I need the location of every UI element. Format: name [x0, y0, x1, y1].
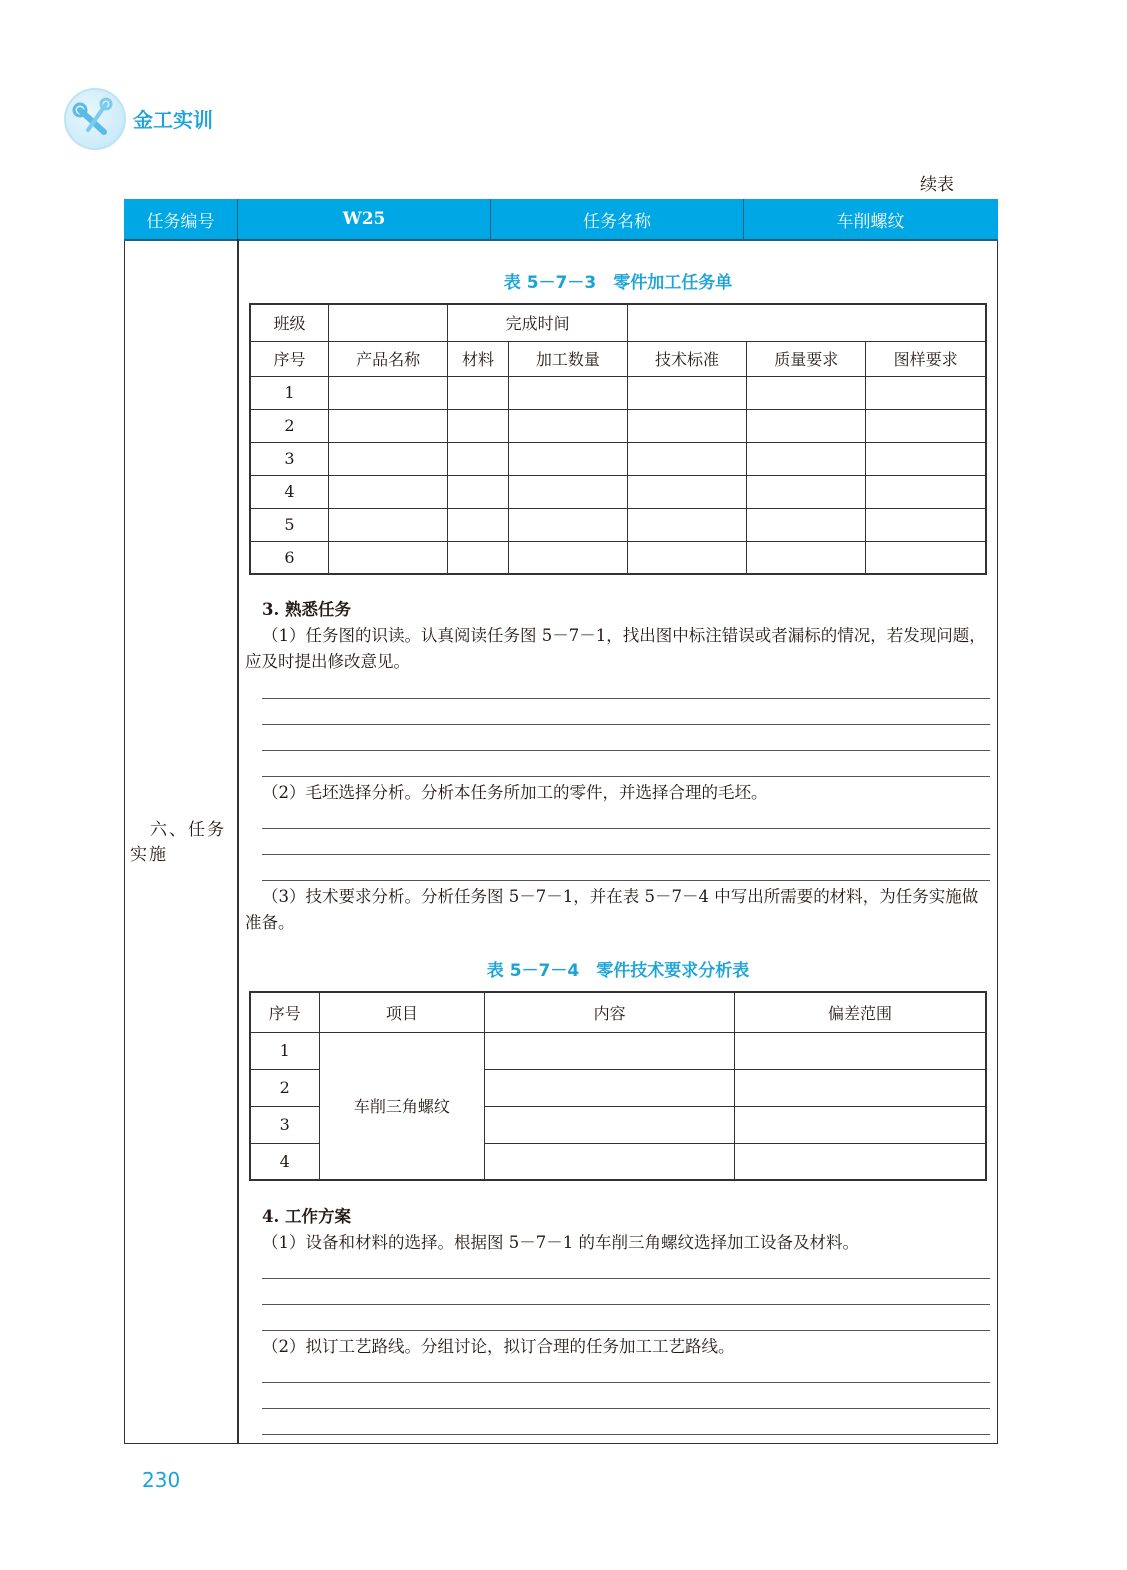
table-row [250, 409, 986, 442]
write-line[interactable] [262, 1382, 990, 1383]
input-cell[interactable] [866, 409, 986, 442]
task-name-value: 车削螺纹 [836, 211, 905, 232]
write-line[interactable] [262, 698, 990, 699]
class-label: 班级 [250, 304, 329, 341]
time-cell[interactable] [627, 304, 986, 341]
column-header: 技术标准 [627, 341, 746, 376]
column-header: 偏差范围 [735, 992, 986, 1032]
table-row [250, 442, 986, 475]
input-cell[interactable] [866, 508, 986, 541]
input-cell[interactable] [747, 409, 866, 442]
input-cell[interactable] [448, 409, 509, 442]
table-row [250, 475, 986, 508]
input-cell[interactable] [329, 409, 448, 442]
s3-paragraph-3: （3）技术要求分析。分析任务图 5－7－1，并在表 5－7－4 中写出所需要的材料，为任务实施做准备。 [245, 887, 979, 932]
column-header: 项目 [319, 992, 485, 1032]
input-cell[interactable] [866, 475, 986, 508]
book-title: 金工实训 [133, 108, 213, 132]
task-id-label: 任务编号 [124, 199, 238, 239]
input-cell[interactable] [866, 376, 986, 409]
row-number: 1 [250, 1032, 319, 1069]
input-cell[interactable] [508, 475, 627, 508]
write-line[interactable] [262, 1304, 990, 1305]
input-cell[interactable] [627, 409, 746, 442]
input-cell[interactable] [866, 442, 986, 475]
input-cell[interactable] [329, 376, 448, 409]
deviation-cell[interactable] [735, 1143, 986, 1180]
write-line[interactable] [262, 1434, 990, 1435]
task-id-value: W25 [238, 199, 491, 239]
s3-paragraph-1: （1）任务图的识读。认真阅读任务图 5－7－1，找出图中标注错误或者漏标的情况，若发现问题，应及时提出修改意见。 [245, 626, 986, 671]
column-header: 加工数量 [508, 341, 627, 376]
input-cell[interactable] [448, 541, 509, 574]
s4-paragraph-2: （2）拟订工艺路线。分组讨论，拟订合理的任务加工工艺路线。 [262, 1337, 735, 1356]
write-line[interactable] [262, 1330, 990, 1331]
write-line[interactable] [262, 854, 990, 855]
input-cell[interactable] [627, 475, 746, 508]
write-line[interactable] [262, 776, 990, 777]
row-number: 2 [250, 409, 329, 442]
input-cell[interactable] [747, 376, 866, 409]
input-cell[interactable] [747, 508, 866, 541]
parts-task-table [249, 303, 987, 575]
continued-label: 续表 [920, 175, 954, 195]
input-cell[interactable] [747, 442, 866, 475]
column-header: 产品名称 [329, 341, 448, 376]
table-573-title: 表 5－7－3 零件加工任务单 [503, 273, 733, 293]
input-cell[interactable] [448, 376, 509, 409]
table-row [250, 376, 986, 409]
content-cell[interactable] [485, 1143, 735, 1180]
write-line[interactable] [262, 724, 990, 725]
row-number: 3 [250, 1106, 319, 1143]
input-cell[interactable] [329, 541, 448, 574]
input-cell[interactable] [627, 442, 746, 475]
s3-paragraph-2: （2）毛坯选择分析。分析本任务所加工的零件，并选择合理的毛坯。 [262, 783, 768, 802]
column-header: 序号 [250, 341, 329, 376]
table-row [250, 1032, 986, 1069]
input-cell[interactable] [627, 541, 746, 574]
row-number: 2 [250, 1069, 319, 1106]
deviation-cell[interactable] [735, 1032, 986, 1069]
task-name-label: 任务名称 [491, 199, 744, 239]
page-number: 230 [142, 1468, 181, 1492]
input-cell[interactable] [329, 475, 448, 508]
column-header: 内容 [485, 992, 735, 1032]
row-number: 1 [250, 376, 329, 409]
input-cell[interactable] [747, 541, 866, 574]
input-cell[interactable] [627, 508, 746, 541]
tech-analysis-table [249, 991, 987, 1181]
column-header: 序号 [250, 992, 319, 1032]
write-line[interactable] [262, 880, 990, 881]
table-row [250, 508, 986, 541]
section-3-heading: 3. 熟悉任务 [262, 600, 351, 619]
deviation-cell[interactable] [735, 1069, 986, 1106]
item-cell: 车削三角螺纹 [319, 1032, 485, 1180]
column-divider [237, 239, 239, 1443]
row-number: 3 [250, 442, 329, 475]
write-line[interactable] [262, 1278, 990, 1279]
write-line[interactable] [262, 828, 990, 829]
column-header: 图样要求 [866, 341, 986, 376]
section-label: 六、任务实施 [130, 820, 226, 865]
input-cell[interactable] [329, 442, 448, 475]
input-cell[interactable] [508, 541, 627, 574]
table-574-title: 表 5－7－4 零件技术要求分析表 [486, 961, 750, 981]
write-line[interactable] [262, 750, 990, 751]
write-line[interactable] [262, 1408, 990, 1409]
class-cell[interactable] [329, 304, 448, 341]
input-cell[interactable] [448, 475, 509, 508]
row-number: 5 [250, 508, 329, 541]
s4-paragraph-1: （1）设备和材料的选择。根据图 5－7－1 的车削三角螺纹选择加工设备及材料。 [262, 1233, 859, 1252]
input-cell[interactable] [508, 376, 627, 409]
row-number: 4 [250, 1143, 319, 1180]
input-cell[interactable] [448, 508, 509, 541]
input-cell[interactable] [627, 376, 746, 409]
table-row [250, 541, 986, 574]
content-cell[interactable] [485, 1069, 735, 1106]
section-4-heading: 4. 工作方案 [262, 1207, 351, 1226]
deviation-cell[interactable] [735, 1106, 986, 1143]
row-number: 6 [250, 541, 329, 574]
content-cell[interactable] [485, 1106, 735, 1143]
row-number: 4 [250, 475, 329, 508]
content-cell[interactable] [485, 1032, 735, 1069]
column-header: 材料 [448, 341, 509, 376]
column-header: 质量要求 [747, 341, 866, 376]
input-cell[interactable] [866, 541, 986, 574]
input-cell[interactable] [747, 475, 866, 508]
input-cell[interactable] [448, 442, 509, 475]
task-header-row [124, 199, 998, 241]
wrench-logo-icon [64, 88, 126, 150]
time-label: 完成时间 [448, 304, 628, 341]
input-cell[interactable] [508, 442, 627, 475]
input-cell[interactable] [329, 508, 448, 541]
input-cell[interactable] [508, 508, 627, 541]
input-cell[interactable] [508, 409, 627, 442]
